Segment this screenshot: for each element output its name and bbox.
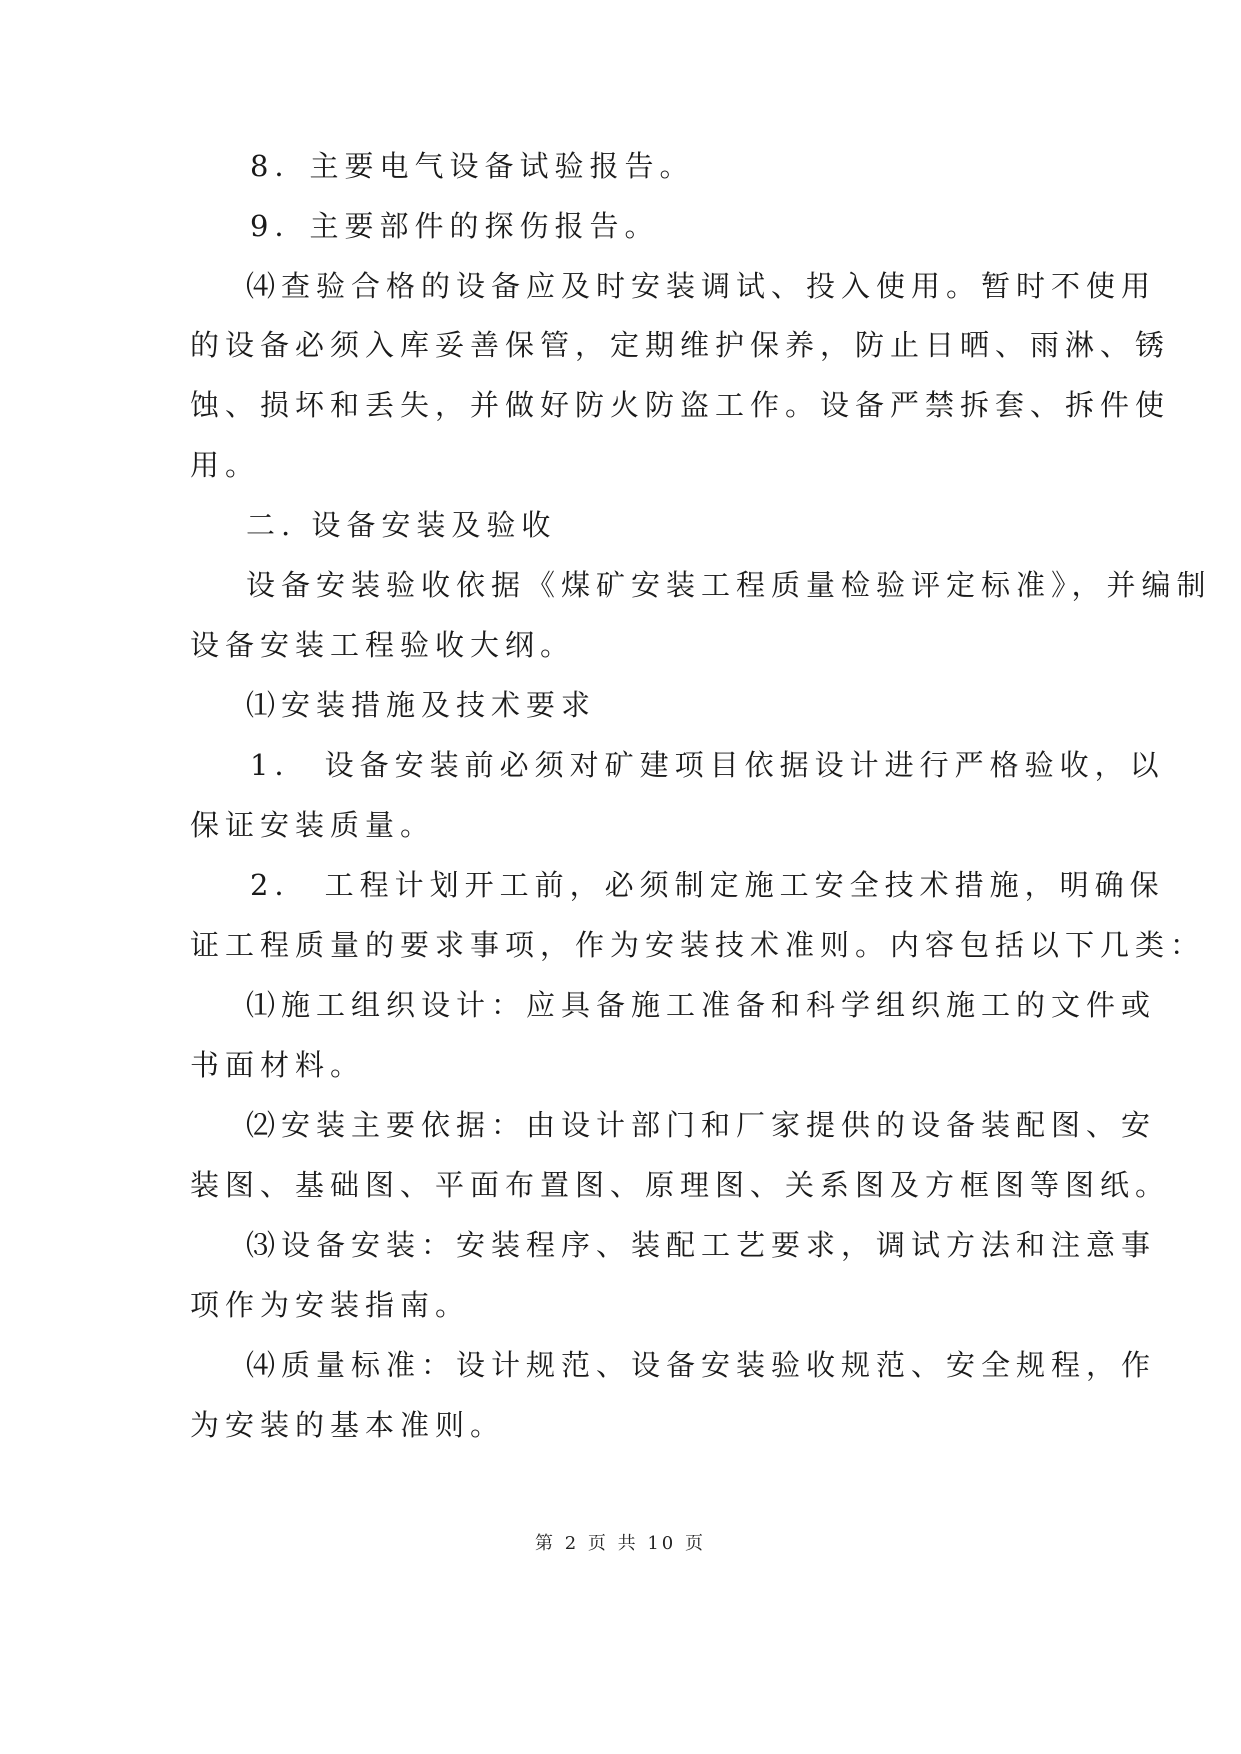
- text-line: 蚀、损坏和丢失，并做好防火防盗工作。设备严禁拆套、拆件使: [190, 388, 1171, 422]
- section-heading: 二. 设备安装及验收: [246, 508, 557, 542]
- text-line: 书面材料。: [190, 1048, 366, 1082]
- text-line: ⑷查验合格的设备应及时安装调试、投入使用。暂时不使用: [246, 269, 1157, 303]
- text-line: ⑴施工组织设计：应具备施工准备和科学组织施工的文件或: [246, 988, 1157, 1022]
- text-line: 保证安装质量。: [190, 808, 436, 842]
- text-line: 装图、基础图、平面布置图、原理图、关系图及方框图等图纸。: [190, 1168, 1171, 1202]
- text-line: ⑵安装主要依据：由设计部门和厂家提供的设备装配图、安: [246, 1108, 1157, 1142]
- text-line: ⑷质量标准：设计规范、设备安装验收规范、安全规程，作: [246, 1348, 1157, 1382]
- text-line: ⑶设备安装：安装程序、装配工艺要求，调试方法和注意事: [246, 1228, 1157, 1262]
- text-line: 1． 设备安装前必须对矿建项目依据设计进行严格验收，以: [250, 748, 1165, 782]
- subsection-heading: ⑴安装措施及技术要求: [246, 688, 597, 722]
- text-line: 证工程质量的要求事项，作为安装技术准则。内容包括以下几类：: [190, 928, 1206, 962]
- text-line: 设备安装工程验收大纲。: [190, 628, 576, 662]
- text-line: 项作为安装指南。: [190, 1288, 471, 1322]
- text-line: 用。: [190, 448, 261, 482]
- text-line: 的设备必须入库妥善保管，定期维护保养，防止日晒、雨淋、锈: [190, 328, 1171, 362]
- text-line: 设备安装验收依据《煤矿安装工程质量检验评定标准》，并编制: [246, 568, 1212, 602]
- text-line: 9．主要部件的探伤报告。: [250, 209, 660, 243]
- text-line: 2． 工程计划开工前，必须制定施工安全技术措施，明确保: [250, 868, 1165, 902]
- page-number-footer: 第 2 页 共 10 页: [535, 1533, 706, 1554]
- text-line: 为安装的基本准则。: [190, 1408, 506, 1442]
- text-line: 8．主要电气设备试验报告。: [250, 149, 695, 183]
